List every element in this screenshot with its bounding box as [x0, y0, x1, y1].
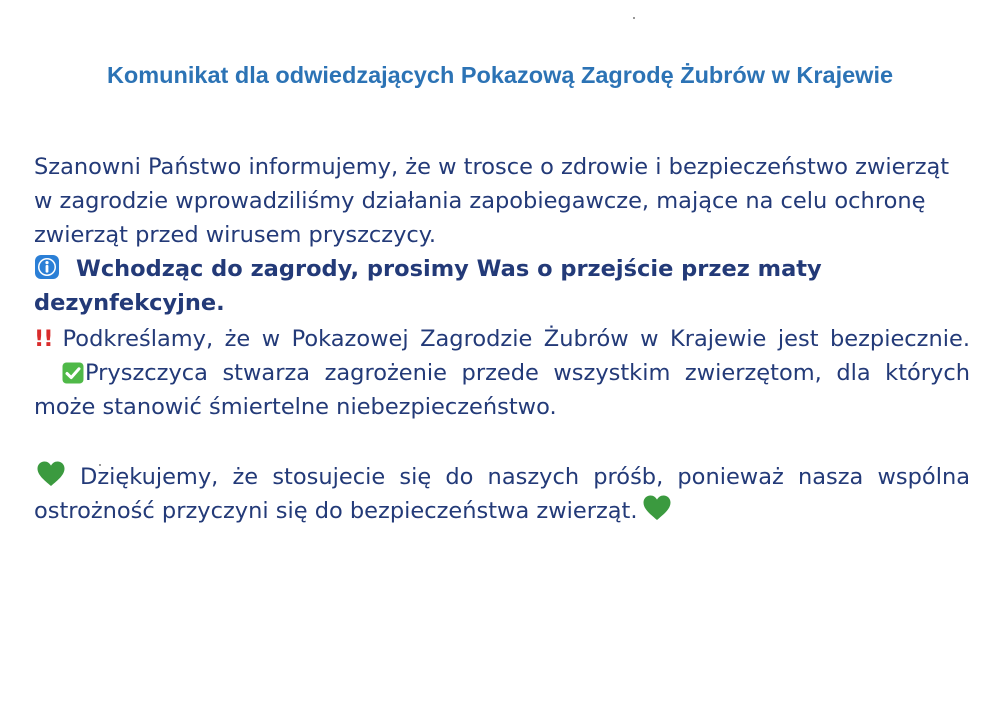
paragraph-intro: Szanowni Państwo informujemy, że w trosce o zdrowie i bezpieczeństwo zwierząt w zagrodzie wprowadziliśmy działania zapobiegawcze, mające na celu ochronę zwierząt przed wirusem pryszczycy.	[34, 154, 950, 248]
paragraph-info	[34, 252, 970, 320]
green-heart-icon	[642, 494, 672, 522]
scan-speck	[633, 17, 635, 19]
document-body	[34, 150, 970, 528]
info-icon	[34, 254, 60, 280]
paragraph-warning-text-1: Podkreślamy, że w Pokazowej Zagrodzie Żubrów w Krajewie jest bezpiecznie.	[62, 326, 970, 352]
paragraph-info-text: Wchodząc do zagrody, prosimy Was o przejście przez maty dezynfekcyjne.	[34, 256, 822, 316]
document-title: Komunikat dla odwiedzających Pokazową Zagrodę Żubrów w Krajewie	[106, 62, 894, 88]
paragraph-thanks	[34, 460, 970, 528]
paragraph-warning	[34, 322, 970, 424]
paragraph-thanks-text: Dziękujemy, że stosujecie się do naszych próśb, ponieważ nasza wspólna ostrożność przyczyni się do bezpieczeństwa zwierząt.	[34, 464, 970, 524]
paragraph-warning-text-2: Pryszczyca stwarza zagrożenie przede wszystkim zwierzętom, dla których może stanowić śmiertelne niebezpieczeństwo.	[34, 360, 970, 420]
double-exclamation-icon: !!	[34, 326, 53, 352]
check-mark-icon	[62, 362, 84, 384]
green-heart-icon	[36, 460, 66, 488]
